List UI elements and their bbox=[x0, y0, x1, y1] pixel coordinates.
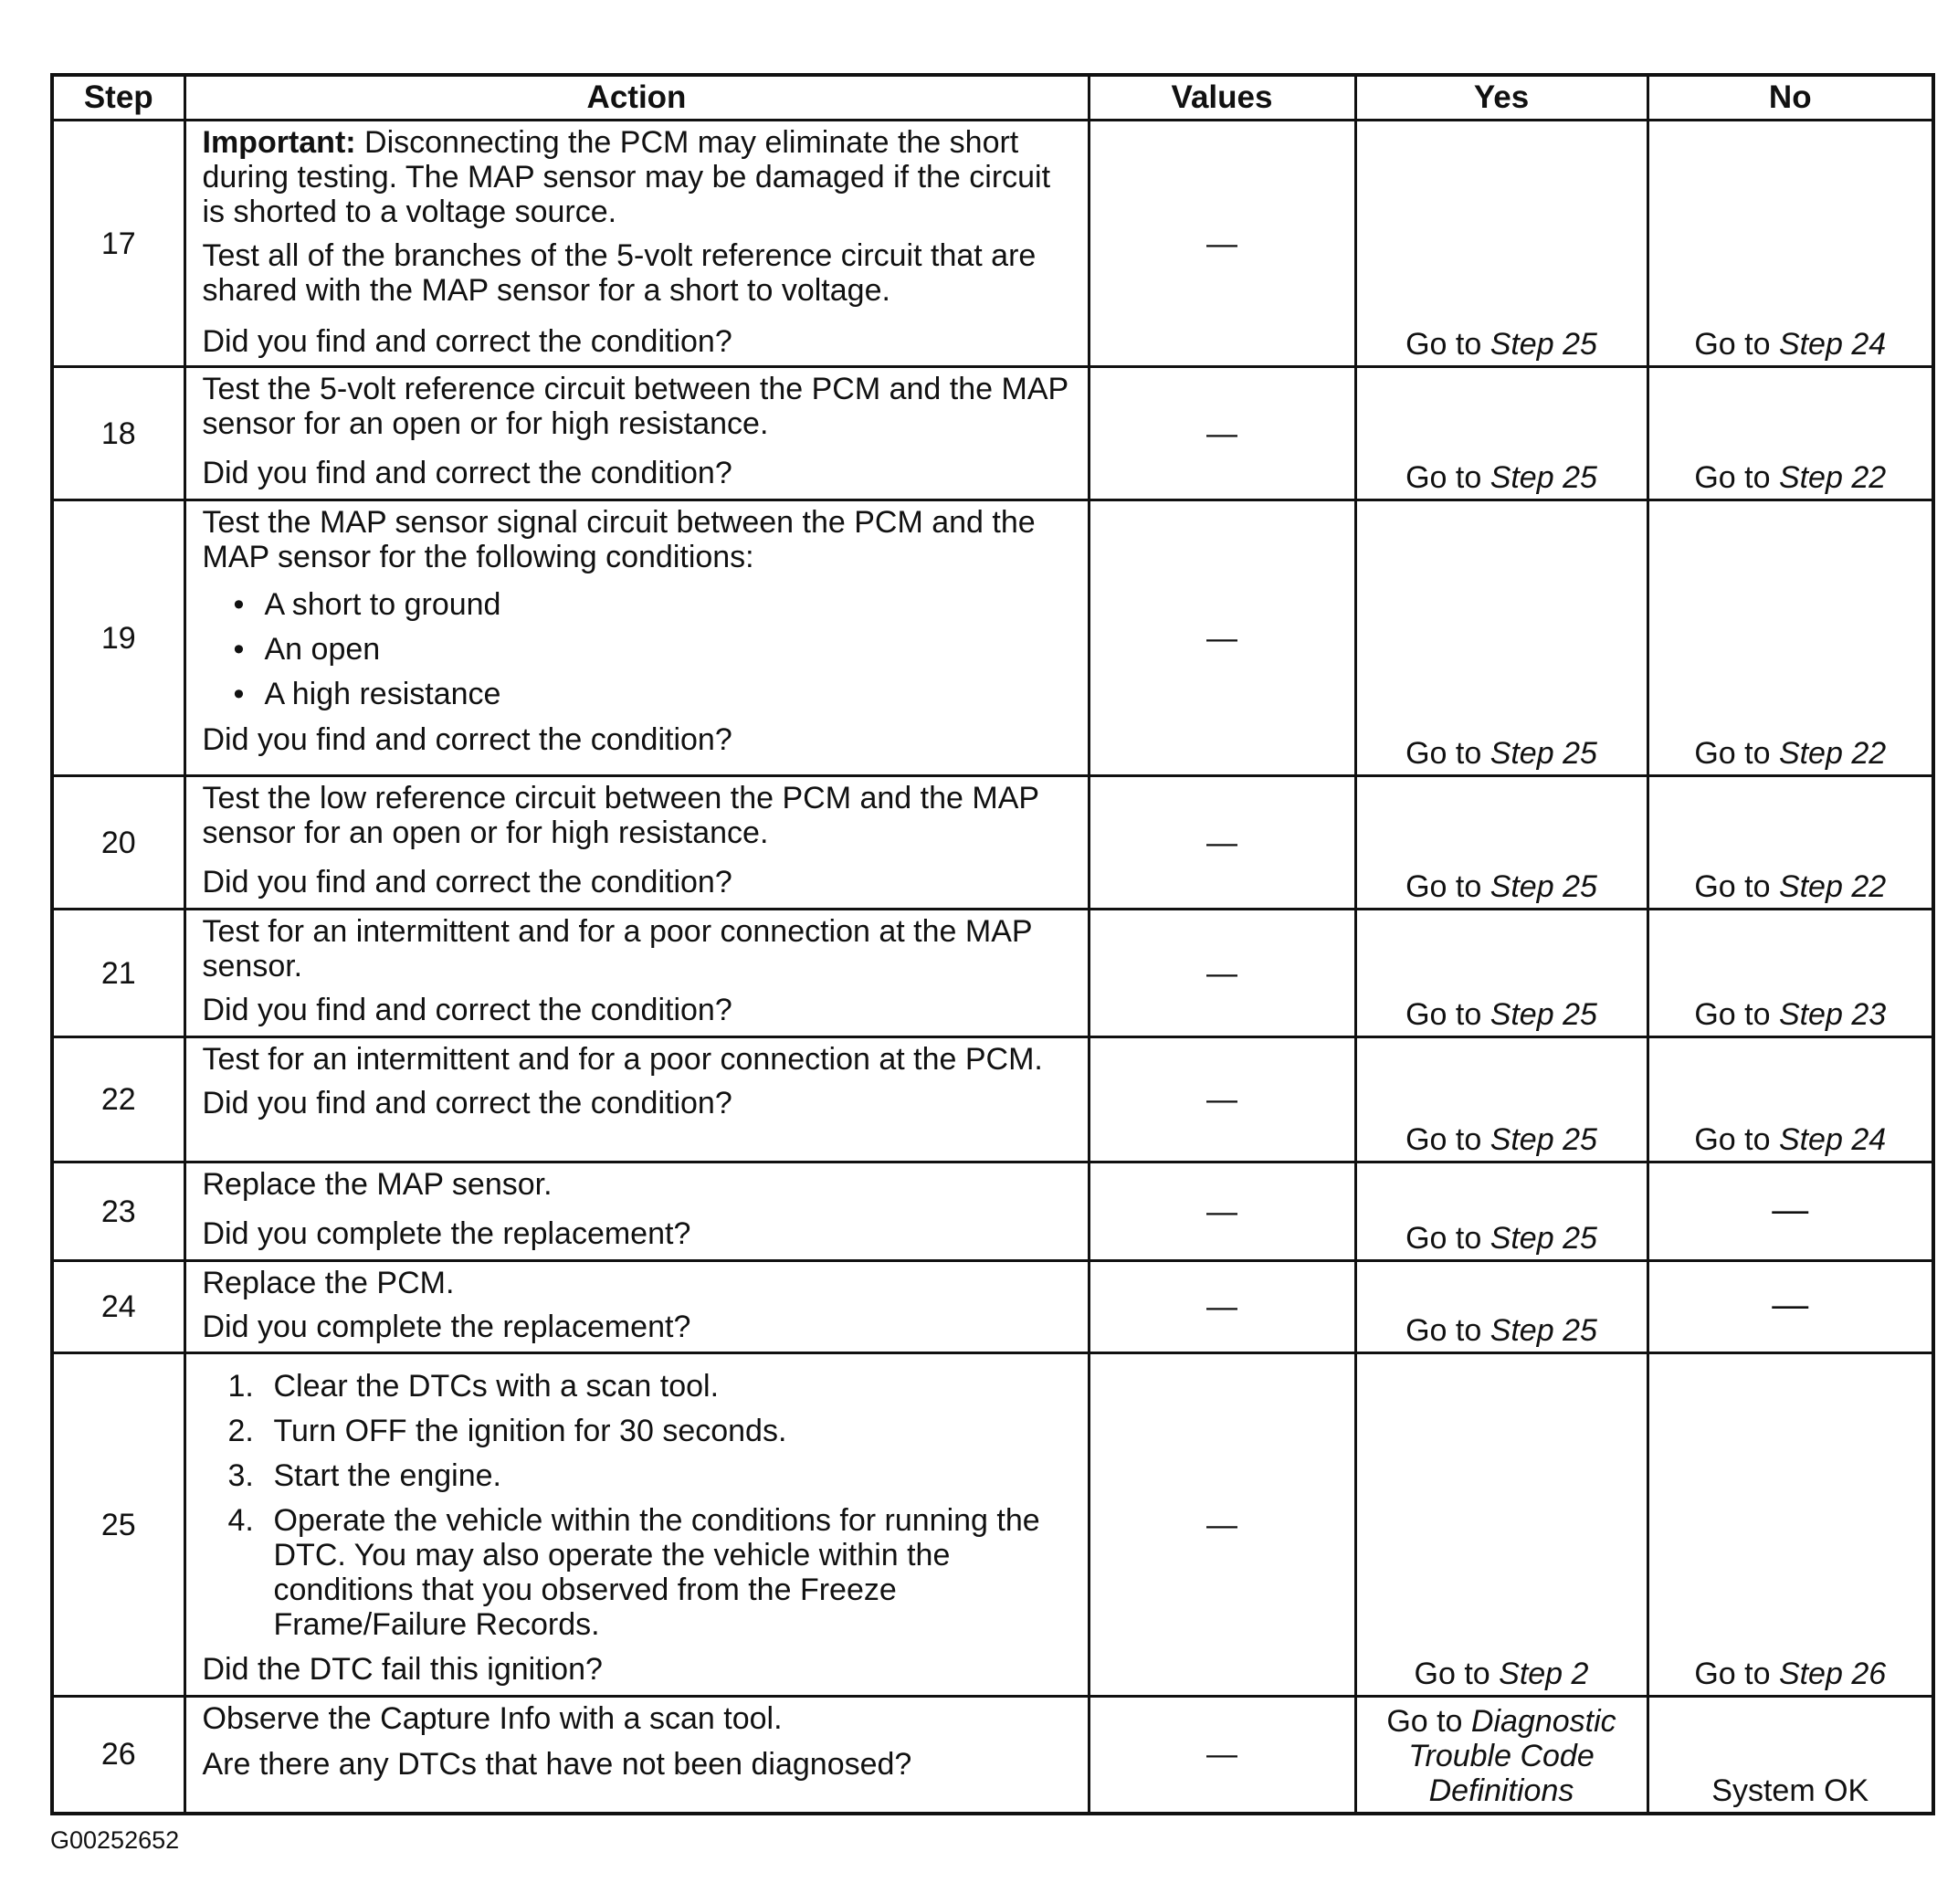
action-cell bbox=[184, 1037, 1089, 1162]
table-row bbox=[52, 1162, 1933, 1261]
condition-list bbox=[203, 587, 1071, 711]
no-cell bbox=[1647, 1353, 1933, 1697]
table-row bbox=[52, 500, 1933, 776]
action-question: Did you complete the replacement? bbox=[202, 1216, 691, 1251]
goto-step-link[interactable]: Step 24 bbox=[1778, 1122, 1887, 1157]
step-number: 25 bbox=[52, 1353, 184, 1697]
action-text: Observe the Capture Info with a scan tool. bbox=[202, 1701, 783, 1736]
yes-cell bbox=[1355, 1261, 1647, 1353]
no-cell bbox=[1647, 776, 1933, 910]
action-text: Replace the PCM. bbox=[202, 1266, 455, 1300]
no-cell bbox=[1647, 121, 1933, 367]
bullet-icon: • bbox=[233, 632, 245, 667]
list-number: 2. bbox=[227, 1414, 254, 1448]
yes-cell bbox=[1355, 1353, 1647, 1697]
goto-dtc-definitions-link[interactable]: Diagnostic Trouble Code Definitions bbox=[1408, 1703, 1616, 1808]
action-text: Test the MAP sensor signal circuit between the PCM and the MAP sensor for the following conditions: bbox=[202, 505, 1036, 574]
yes-cell bbox=[1355, 910, 1647, 1037]
goto-prefix: Go to bbox=[1694, 1122, 1779, 1157]
list-item-text: An open bbox=[264, 632, 381, 667]
list-item-text: Clear the DTCs with a scan tool. bbox=[273, 1369, 720, 1404]
yes-cell bbox=[1355, 776, 1647, 910]
goto-prefix: Go to bbox=[1405, 1221, 1490, 1256]
goto-prefix: Go to bbox=[1414, 1657, 1500, 1691]
action-question: Did you find and correct the condition? bbox=[202, 993, 732, 1027]
numbered-steps bbox=[203, 1369, 1071, 1642]
goto-prefix: Go to bbox=[1405, 460, 1490, 495]
action-cell bbox=[184, 1162, 1089, 1261]
important-text: Disconnecting the PCM may eliminate the short during testing. The MAP sensor may be damaged if the circuit is shorted to a voltage source. bbox=[202, 125, 1051, 229]
step-number: 21 bbox=[52, 910, 184, 1037]
action-question: Did you complete the replacement? bbox=[202, 1310, 691, 1344]
figure-id: G00252652 bbox=[50, 1826, 180, 1854]
no-cell: System OK bbox=[1647, 1697, 1933, 1814]
yes-cell bbox=[1355, 121, 1647, 367]
header-row bbox=[52, 75, 1933, 121]
table-row bbox=[52, 1697, 1933, 1814]
goto-step-link[interactable]: Step 25 bbox=[1490, 1313, 1597, 1348]
action-text: Test for an intermittent and for a poor connection at the PCM. bbox=[202, 1042, 1043, 1077]
action-text: Test the low reference circuit between the PCM and the MAP sensor for an open or for high resistance. bbox=[202, 781, 1039, 850]
list-item bbox=[234, 587, 1071, 622]
table-row bbox=[52, 367, 1933, 500]
no-cell bbox=[1647, 367, 1933, 500]
goto-prefix: Go to bbox=[1694, 736, 1779, 771]
header-values: Values bbox=[1089, 75, 1355, 121]
goto-step-link[interactable]: Step 25 bbox=[1490, 1122, 1597, 1157]
goto-step-link[interactable]: Step 25 bbox=[1490, 327, 1597, 362]
goto-prefix: Go to bbox=[1405, 327, 1490, 362]
goto-step-link[interactable]: Step 2 bbox=[1499, 1657, 1589, 1691]
action-question: Did you find and correct the condition? bbox=[202, 324, 732, 359]
yes-cell bbox=[1355, 1697, 1647, 1814]
action-cell bbox=[184, 1353, 1089, 1697]
list-item bbox=[234, 677, 1071, 711]
action-question: Are there any DTCs that have not been diagnosed? bbox=[202, 1747, 912, 1782]
values-cell: — bbox=[1089, 121, 1355, 367]
goto-prefix: Go to bbox=[1405, 869, 1490, 904]
goto-step-link[interactable]: Step 24 bbox=[1778, 327, 1887, 362]
goto-prefix: Go to bbox=[1405, 1313, 1490, 1348]
goto-prefix: Go to bbox=[1386, 1703, 1471, 1739]
action-cell bbox=[184, 1261, 1089, 1353]
diagnostic-table bbox=[50, 73, 1935, 1815]
list-item bbox=[228, 1414, 1071, 1448]
list-item bbox=[228, 1369, 1071, 1404]
goto-step-link[interactable]: Step 26 bbox=[1778, 1657, 1887, 1691]
goto-step-link[interactable]: Step 25 bbox=[1490, 736, 1597, 771]
goto-prefix: Go to bbox=[1694, 869, 1779, 904]
action-cell bbox=[184, 776, 1089, 910]
table-row bbox=[52, 121, 1933, 367]
no-cell bbox=[1647, 500, 1933, 776]
step-number: 17 bbox=[52, 121, 184, 367]
action-question: Did the DTC fail this ignition? bbox=[202, 1652, 603, 1687]
yes-cell bbox=[1355, 1037, 1647, 1162]
goto-step-link[interactable]: Step 23 bbox=[1778, 997, 1887, 1032]
list-item-text: A short to ground bbox=[264, 587, 501, 622]
goto-prefix: Go to bbox=[1694, 1657, 1779, 1691]
bullet-icon: • bbox=[233, 587, 245, 622]
yes-cell bbox=[1355, 367, 1647, 500]
values-cell: — bbox=[1089, 1261, 1355, 1353]
yes-cell bbox=[1355, 1162, 1647, 1261]
list-item bbox=[228, 1458, 1071, 1493]
no-cell bbox=[1647, 1037, 1933, 1162]
goto-prefix: Go to bbox=[1694, 460, 1779, 495]
list-item-text: Operate the vehicle within the conditions for running the DTC. You may also operate the vehicle within the conditions that you observed from the Freeze Frame/Failure Records. bbox=[273, 1503, 1040, 1642]
goto-step-link[interactable]: Step 25 bbox=[1490, 997, 1597, 1032]
goto-step-link[interactable]: Step 25 bbox=[1490, 460, 1597, 495]
action-text: Test all of the branches of the 5-volt reference circuit that are shared with the MAP sensor for a short to voltage. bbox=[202, 238, 1037, 308]
action-cell bbox=[184, 500, 1089, 776]
action-question: Did you find and correct the condition? bbox=[202, 1086, 732, 1120]
values-cell: — bbox=[1089, 1037, 1355, 1162]
step-number: 19 bbox=[52, 500, 184, 776]
step-number: 23 bbox=[52, 1162, 184, 1261]
goto-prefix: Go to bbox=[1405, 997, 1490, 1032]
no-cell bbox=[1647, 910, 1933, 1037]
important-label: Important: bbox=[202, 125, 356, 160]
step-number: 26 bbox=[52, 1697, 184, 1814]
step-number: 24 bbox=[52, 1261, 184, 1353]
no-cell: — bbox=[1647, 1162, 1933, 1261]
list-number: 4. bbox=[227, 1503, 254, 1538]
list-item-text: Turn OFF the ignition for 30 seconds. bbox=[273, 1414, 787, 1448]
action-cell bbox=[184, 121, 1089, 367]
table-row bbox=[52, 1261, 1933, 1353]
action-cell bbox=[184, 910, 1089, 1037]
values-cell: — bbox=[1089, 1162, 1355, 1261]
step-number: 18 bbox=[52, 367, 184, 500]
header-step: Step bbox=[52, 75, 184, 121]
action-cell bbox=[184, 1697, 1089, 1814]
action-cell bbox=[184, 367, 1089, 500]
goto-prefix: Go to bbox=[1694, 327, 1779, 362]
no-cell: — bbox=[1647, 1261, 1933, 1353]
values-cell: — bbox=[1089, 1697, 1355, 1814]
step-number: 20 bbox=[52, 776, 184, 910]
diagnostic-table-container bbox=[50, 73, 1932, 1815]
goto-prefix: Go to bbox=[1405, 736, 1490, 771]
list-number: 3. bbox=[227, 1458, 254, 1493]
goto-step-link[interactable]: Step 22 bbox=[1778, 460, 1887, 495]
values-cell: — bbox=[1089, 500, 1355, 776]
list-item-text: A high resistance bbox=[264, 677, 501, 711]
list-number: 1. bbox=[227, 1369, 254, 1404]
list-item bbox=[234, 632, 1071, 667]
header-yes: Yes bbox=[1355, 75, 1647, 121]
table-row bbox=[52, 910, 1933, 1037]
action-question: Did you find and correct the condition? bbox=[202, 456, 732, 490]
list-item bbox=[228, 1503, 1071, 1642]
goto-prefix: Go to bbox=[1694, 997, 1779, 1032]
goto-step-link[interactable]: Step 22 bbox=[1778, 869, 1887, 904]
values-cell: — bbox=[1089, 367, 1355, 500]
values-cell: — bbox=[1089, 910, 1355, 1037]
action-text: Test for an intermittent and for a poor connection at the MAP sensor. bbox=[202, 914, 1032, 984]
yes-cell bbox=[1355, 500, 1647, 776]
action-question: Did you find and correct the condition? bbox=[202, 865, 732, 899]
goto-step-link[interactable]: Step 25 bbox=[1490, 869, 1597, 904]
header-no: No bbox=[1647, 75, 1933, 121]
goto-prefix: Go to bbox=[1405, 1122, 1490, 1157]
bullet-icon: • bbox=[233, 677, 245, 711]
step-number: 22 bbox=[52, 1037, 184, 1162]
goto-step-link[interactable]: Step 25 bbox=[1490, 1221, 1597, 1256]
goto-step-link[interactable]: Step 22 bbox=[1778, 736, 1887, 771]
table-row bbox=[52, 1037, 1933, 1162]
action-text: Replace the MAP sensor. bbox=[202, 1167, 553, 1202]
list-item-text: Start the engine. bbox=[273, 1458, 502, 1493]
action-question: Did you find and correct the condition? bbox=[202, 722, 732, 757]
important-note bbox=[203, 125, 1071, 229]
action-text: Test the 5-volt reference circuit between the PCM and the MAP sensor for an open or for high resistance. bbox=[202, 372, 1068, 441]
values-cell: — bbox=[1089, 1353, 1355, 1697]
table-row bbox=[52, 776, 1933, 910]
header-action: Action bbox=[184, 75, 1089, 121]
table-row bbox=[52, 1353, 1933, 1697]
values-cell: — bbox=[1089, 776, 1355, 910]
